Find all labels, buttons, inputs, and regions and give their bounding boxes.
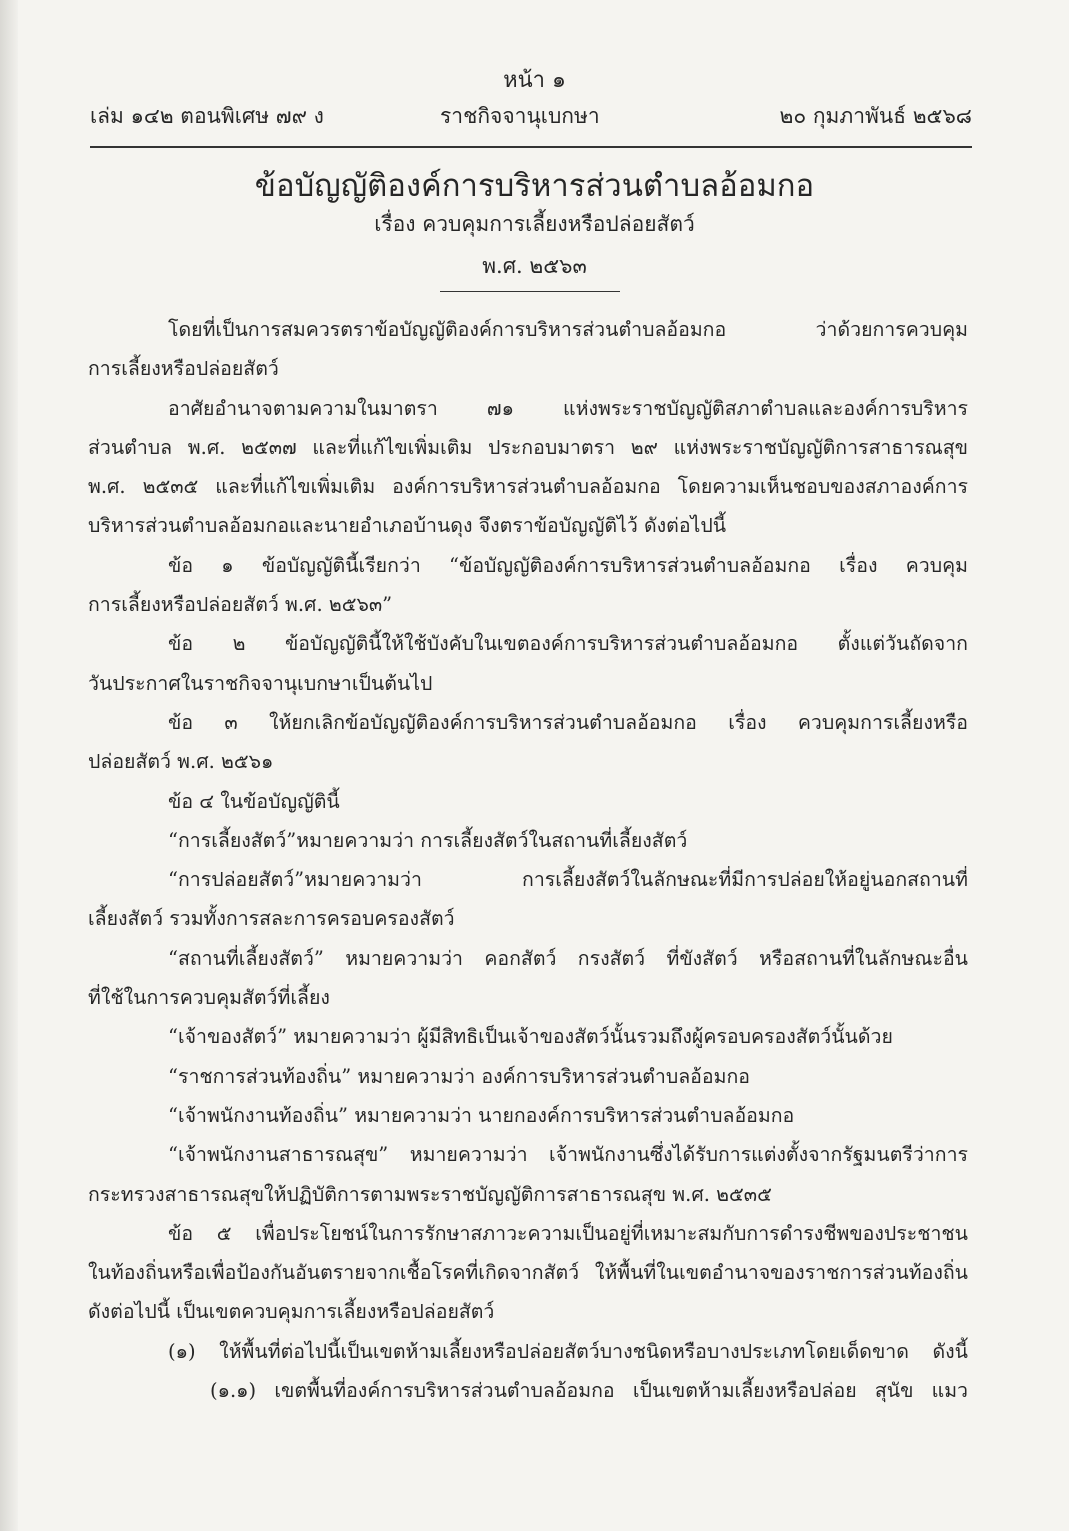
- body-line: ปล่อยสัตว์ พ.ศ. ๒๕๖๑: [88, 750, 274, 774]
- body-line: ข้อ ๒ ข้อบัญญัตินี้ให้ใช้บังคับในเขตองค์การบริหารส่วนตำบลอ้อมกอ ตั้งแต่วันถัดจาก: [168, 632, 968, 656]
- document-body: [88, 310, 968, 1410]
- body-line: เลี้ยงสัตว์ รวมทั้งการสละการครอบครองสัตว์: [88, 907, 455, 931]
- gazette-name: ราชกิจจานุเบกษา: [440, 104, 600, 128]
- document-title: ข้อบัญญัติองค์การบริหารส่วนตำบลอ้อมกอ: [254, 168, 815, 204]
- body-line: อาศัยอำนาจตามความในมาตรา ๗๑ แห่งพระราชบัญญัติสภาตำบลและองค์การบริหาร: [168, 396, 968, 420]
- body-line: (๑.๑) เขตพื้นที่องค์การบริหารส่วนตำบลอ้อมกอ เป็นเขตห้ามเลี้ยงหรือปล่อย สุนัข แมว: [210, 1379, 968, 1403]
- page-number: หน้า ๑: [503, 68, 566, 93]
- body-line: บริหารส่วนตำบลอ้อมกอและนายอำเภอบ้านดุง จึงตราข้อบัญญัติไว้ ดังต่อไปนี้: [88, 514, 727, 538]
- body-line: ข้อ ๔ ในข้อบัญญัตินี้: [168, 789, 340, 813]
- body-line: กระทรวงสาธารณสุขให้ปฏิบัติการตามพระราชบัญญัติการสาธารณสุข พ.ศ. ๒๕๓๕: [88, 1182, 772, 1206]
- volume-issue: เล่ม ๑๔๒ ตอนพิเศษ ๗๙ ง: [90, 104, 324, 128]
- document-subtitle: เรื่อง ควบคุมการเลี้ยงหรือปล่อยสัตว์: [374, 212, 695, 236]
- publication-date: ๒๐ กุมภาพันธ์ ๒๕๖๘: [779, 104, 972, 128]
- body-line: ข้อ ๕ เพื่อประโยชน์ในการรักษาสภาวะความเป็นอยู่ที่เหมาะสมกับการดำรงชีพของประชาชน: [168, 1221, 968, 1245]
- header-rule: [90, 146, 972, 148]
- title-rule: [440, 291, 620, 292]
- body-line: ในท้องถิ่นหรือเพื่อป้องกันอันตรายจากเชื้อโรคที่เกิดจากสัตว์ ให้พื้นที่ในเขตอำนาจของราชการส่วนท้องถิ่น: [88, 1261, 968, 1285]
- body-line: โดยที่เป็นการสมควรตราข้อบัญญัติองค์การบริหารส่วนตำบลอ้อมกอ ว่าด้วยการควบคุม: [168, 318, 968, 341]
- body-line: “เจ้าพนักงานท้องถิ่น” หมายความว่า นายกองค์การบริหารส่วนตำบลอ้อมกอ: [168, 1103, 795, 1127]
- body-line: “เจ้าของสัตว์” หมายความว่า ผู้มีสิทธิเป็นเจ้าของสัตว์นั้นรวมถึงผู้ครอบครองสัตว์นั้นด้วย: [168, 1025, 893, 1049]
- body-line: พ.ศ. ๒๕๓๕ และที่แก้ไขเพิ่มเติม องค์การบริหารส่วนตำบลอ้อมกอ โดยความเห็นชอบของสภาองค์การ: [88, 475, 968, 499]
- body-line: วันประกาศในราชกิจจานุเบกษาเป็นต้นไป: [88, 671, 433, 695]
- body-line: การเลี้ยงหรือปล่อยสัตว์ พ.ศ. ๒๕๖๓”: [88, 593, 393, 617]
- body-line: “การเลี้ยงสัตว์”หมายความว่า การเลี้ยงสัตว์ในสถานที่เลี้ยงสัตว์: [168, 828, 688, 852]
- body-line: “สถานที่เลี้ยงสัตว์” หมายความว่า คอกสัตว์ กรงสัตว์ ที่ขังสัตว์ หรือสถานที่ในลักษณะอื่น: [168, 946, 968, 970]
- body-line: “ราชการส่วนท้องถิ่น” หมายความว่า องค์การบริหารส่วนตำบลอ้อมกอ: [168, 1064, 750, 1088]
- body-line: ส่วนตำบล พ.ศ. ๒๕๓๗ และที่แก้ไขเพิ่มเติม ประกอบมาตรา ๒๙ แห่งพระราชบัญญัติการสาธารณสุข: [88, 435, 968, 459]
- body-line: ที่ใช้ในการควบคุมสัตว์ที่เลี้ยง: [88, 986, 330, 1010]
- body-line: “การปล่อยสัตว์”หมายความว่า การเลี้ยงสัตว์ในลักษณะที่มีการปล่อยให้อยู่นอกสถานที่: [168, 868, 968, 892]
- document-year: พ.ศ. ๒๕๖๓: [482, 254, 587, 278]
- body-line: การเลี้ยงหรือปล่อยสัตว์: [88, 357, 279, 381]
- body-line: “เจ้าพนักงานสาธารณสุข” หมายความว่า เจ้าพนักงานซึ่งได้รับการแต่งตั้งจากรัฐมนตรีว่าการ: [168, 1143, 968, 1167]
- gazette-header: [90, 100, 972, 134]
- body-line: ข้อ ๓ ให้ยกเลิกข้อบัญญัติองค์การบริหารส่วนตำบลอ้อมกอ เรื่อง ควบคุมการเลี้ยงหรือ: [168, 710, 968, 734]
- body-line: ดังต่อไปนี้ เป็นเขตควบคุมการเลี้ยงหรือปล่อยสัตว์: [88, 1300, 495, 1324]
- body-line: ข้อ ๑ ข้อบัญญัตินี้เรียกว่า “ข้อบัญญัติองค์การบริหารส่วนตำบลอ้อมกอ เรื่อง ควบคุม: [168, 553, 968, 577]
- body-line: (๑) ให้พื้นที่ต่อไปนี้เป็นเขตห้ามเลี้ยงหรือปล่อยสัตว์บางชนิดหรือบางประเภทโดยเด็ดขาด ดังนี้: [168, 1339, 968, 1363]
